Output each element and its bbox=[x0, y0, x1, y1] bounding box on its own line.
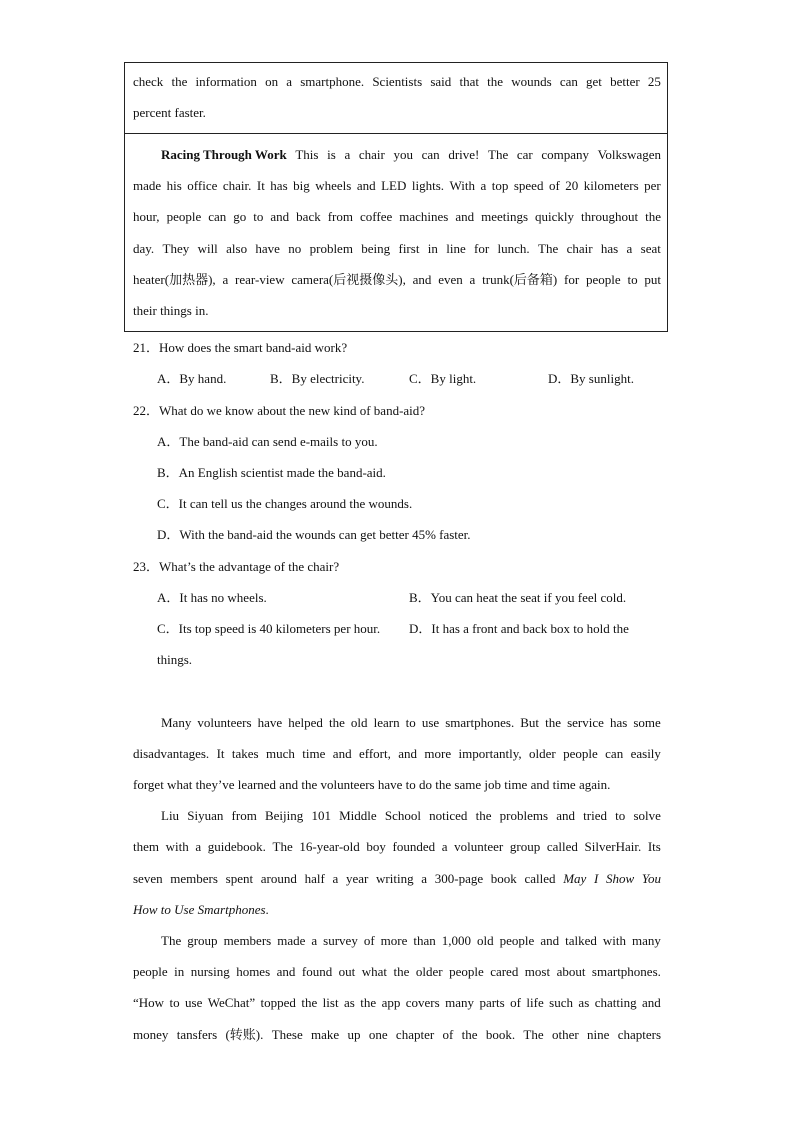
word: a bbox=[344, 147, 351, 162]
word: a bbox=[286, 74, 293, 89]
word: that bbox=[459, 74, 479, 89]
text-line bbox=[133, 1026, 661, 1044]
word: you bbox=[393, 147, 413, 162]
word: effort, bbox=[358, 746, 391, 761]
word: half bbox=[304, 871, 325, 886]
q22-option-c: C．It can tell us the changes around the wounds. bbox=[157, 496, 413, 511]
word: volunteers bbox=[197, 715, 252, 730]
word: put bbox=[644, 272, 661, 287]
word: old bbox=[477, 933, 494, 948]
word: app bbox=[381, 995, 401, 1010]
word: big bbox=[293, 178, 310, 193]
word: of bbox=[363, 933, 375, 948]
word: problems bbox=[499, 808, 549, 823]
period: . bbox=[265, 902, 269, 917]
word: survey bbox=[323, 933, 358, 948]
word: the bbox=[475, 808, 492, 823]
word: chatting bbox=[594, 995, 637, 1010]
word: one bbox=[368, 1027, 388, 1042]
word: and bbox=[455, 209, 475, 224]
word: time bbox=[302, 746, 326, 761]
word: Scientists bbox=[372, 74, 423, 89]
word: line bbox=[446, 241, 466, 256]
word: a bbox=[480, 178, 487, 193]
word: 1,000 bbox=[441, 933, 472, 948]
word: in bbox=[427, 241, 438, 256]
word: older bbox=[415, 964, 443, 979]
q21-option-d: D．By sunlight. bbox=[548, 371, 634, 386]
word: people bbox=[499, 933, 535, 948]
word: will bbox=[197, 241, 218, 256]
text-line bbox=[161, 146, 661, 164]
word: top bbox=[491, 178, 509, 193]
word: The bbox=[161, 933, 182, 948]
word: But bbox=[520, 715, 540, 730]
passage-b-heading: Racing Through Work bbox=[161, 147, 287, 162]
text-line: forget what they’ve learned and the volunteers have to do the same job time and time again. bbox=[133, 777, 611, 792]
text-line bbox=[133, 901, 269, 919]
word: a bbox=[469, 272, 476, 287]
word: homes bbox=[236, 964, 271, 979]
word: Siyuan bbox=[187, 808, 224, 823]
question-23: 23．What’s the advantage of the chair? bbox=[133, 559, 340, 574]
word: as bbox=[578, 995, 590, 1010]
word: kilometers bbox=[583, 178, 639, 193]
word: It bbox=[216, 746, 225, 761]
word: talked bbox=[565, 933, 597, 948]
text-line: percent faster. bbox=[133, 105, 206, 120]
word: meetings bbox=[481, 209, 529, 224]
word: 101 bbox=[311, 808, 331, 823]
word: of bbox=[548, 178, 560, 193]
text-line bbox=[133, 963, 661, 981]
word: of bbox=[510, 995, 521, 1010]
word: seat bbox=[640, 241, 661, 256]
word: for bbox=[564, 272, 580, 287]
word: group bbox=[187, 933, 218, 948]
word: found bbox=[301, 964, 333, 979]
word: as bbox=[343, 995, 355, 1010]
word: has bbox=[600, 241, 619, 256]
word: 20 bbox=[565, 178, 579, 193]
word: the bbox=[360, 995, 377, 1010]
word: smartphones. bbox=[445, 715, 515, 730]
word: older bbox=[529, 746, 556, 761]
word: topped bbox=[260, 995, 296, 1010]
word: can bbox=[421, 147, 440, 162]
word: the bbox=[645, 209, 661, 224]
word: have bbox=[255, 241, 280, 256]
word: the bbox=[545, 715, 562, 730]
word: service bbox=[567, 715, 604, 730]
word: in bbox=[174, 964, 185, 979]
word: book. bbox=[485, 1027, 516, 1042]
word: being bbox=[361, 241, 391, 256]
word: money bbox=[133, 1027, 169, 1042]
word: of bbox=[442, 1027, 454, 1042]
word: problem bbox=[309, 241, 353, 256]
word: people bbox=[166, 209, 202, 224]
word: WeChat” bbox=[207, 995, 256, 1010]
word: hour, bbox=[133, 209, 160, 224]
word: School bbox=[384, 808, 421, 823]
word: a bbox=[311, 933, 318, 948]
word: chapters bbox=[617, 1027, 661, 1042]
word: about bbox=[556, 964, 586, 979]
q22-option-a: A．The band-aid can send e-mails to you. bbox=[157, 434, 378, 449]
word: what bbox=[361, 964, 388, 979]
word: and bbox=[556, 808, 575, 823]
word: many bbox=[445, 995, 475, 1010]
word: I bbox=[594, 871, 599, 886]
word: seven bbox=[133, 871, 163, 886]
word: use bbox=[421, 715, 440, 730]
word: nursing bbox=[190, 964, 230, 979]
word: company bbox=[541, 147, 590, 162]
word: tried bbox=[583, 808, 607, 823]
word: go bbox=[233, 209, 247, 224]
word: from bbox=[327, 209, 353, 224]
word: much bbox=[266, 746, 295, 761]
word: the bbox=[461, 1027, 478, 1042]
q23-option-b: B．You can heat the seat if you feel cold. bbox=[409, 590, 627, 605]
word: “How bbox=[133, 995, 165, 1010]
word: the bbox=[171, 74, 188, 89]
word: the bbox=[487, 74, 504, 89]
word: The bbox=[523, 1027, 544, 1042]
word: the bbox=[301, 995, 318, 1010]
word: and bbox=[276, 964, 296, 979]
word: to bbox=[615, 808, 626, 823]
text-line bbox=[133, 271, 661, 289]
word: camera(后视摄像头), bbox=[291, 272, 406, 287]
word: the bbox=[393, 964, 410, 979]
word: cared bbox=[490, 964, 519, 979]
word: members bbox=[223, 933, 272, 948]
word: from bbox=[231, 808, 257, 823]
word: It bbox=[256, 178, 265, 193]
word: quickly bbox=[535, 209, 575, 224]
word: to bbox=[627, 272, 638, 287]
word: around bbox=[260, 871, 297, 886]
word: The bbox=[272, 839, 293, 854]
word: and bbox=[332, 746, 352, 761]
word: life bbox=[526, 995, 544, 1010]
word: rear-view bbox=[235, 272, 285, 287]
word: noticed bbox=[429, 808, 468, 823]
word: with bbox=[602, 933, 626, 948]
word: 25 bbox=[647, 74, 661, 89]
word: day. bbox=[133, 241, 155, 256]
word: easily bbox=[630, 746, 661, 761]
word: spent bbox=[225, 871, 254, 886]
word: You bbox=[641, 871, 661, 886]
q21-option-c: C．By light. bbox=[409, 371, 477, 386]
word: back bbox=[296, 209, 321, 224]
q23-option-d-continued: things. bbox=[157, 652, 193, 667]
q23-option-a: A．It has no wheels. bbox=[157, 590, 267, 605]
text-line bbox=[133, 745, 661, 763]
word: nine bbox=[586, 1027, 610, 1042]
text-line bbox=[133, 177, 661, 195]
word: a bbox=[195, 839, 202, 854]
word: no bbox=[288, 241, 302, 256]
word: can bbox=[605, 746, 624, 761]
word: and bbox=[398, 746, 418, 761]
word: 16-year-old bbox=[299, 839, 360, 854]
word: office bbox=[187, 178, 218, 193]
word: smartphones. bbox=[591, 964, 661, 979]
word: a bbox=[332, 871, 339, 886]
word: wheels bbox=[315, 178, 352, 193]
word: with bbox=[165, 839, 189, 854]
word: some bbox=[633, 715, 661, 730]
word: covers bbox=[405, 995, 440, 1010]
word: year bbox=[345, 871, 369, 886]
word: more bbox=[380, 933, 408, 948]
word: and bbox=[540, 933, 560, 948]
word: a bbox=[441, 839, 448, 854]
word: speed bbox=[513, 178, 544, 193]
word: LED bbox=[381, 178, 407, 193]
word: These bbox=[271, 1027, 303, 1042]
word: and bbox=[356, 178, 376, 193]
word: better bbox=[610, 74, 640, 89]
word: throughout bbox=[581, 209, 639, 224]
word: tansfers bbox=[176, 1027, 218, 1042]
text-line bbox=[133, 240, 661, 258]
word: people bbox=[133, 964, 168, 979]
q21-option-b: B．By electricity. bbox=[270, 371, 365, 386]
word: have bbox=[257, 715, 283, 730]
word: can bbox=[559, 74, 578, 89]
text-line bbox=[161, 932, 661, 950]
word: wounds bbox=[511, 74, 552, 89]
word: With bbox=[449, 178, 475, 193]
word: takes bbox=[231, 746, 259, 761]
word: check bbox=[133, 74, 164, 89]
word: his bbox=[166, 178, 182, 193]
word: May bbox=[563, 871, 587, 886]
word: learn bbox=[373, 715, 400, 730]
word: use bbox=[185, 995, 203, 1010]
text-line bbox=[133, 208, 661, 226]
word: smartphone. bbox=[300, 74, 365, 89]
word: on bbox=[265, 74, 279, 89]
word: Liu bbox=[161, 808, 180, 823]
word: a bbox=[222, 272, 229, 287]
word: to bbox=[253, 209, 264, 224]
word: machines bbox=[399, 209, 449, 224]
word: The bbox=[538, 241, 559, 256]
text-line bbox=[133, 994, 661, 1012]
word: 300-page bbox=[434, 871, 484, 886]
word: They bbox=[162, 241, 190, 256]
word: such bbox=[549, 995, 573, 1010]
word: up bbox=[347, 1027, 361, 1042]
book-title: How to Use Smartphones bbox=[133, 902, 266, 917]
text-line bbox=[133, 870, 661, 888]
word: (转账). bbox=[225, 1027, 264, 1042]
word: This bbox=[295, 147, 319, 162]
word: a bbox=[626, 241, 633, 256]
word: volunteer bbox=[454, 839, 504, 854]
word: drive! bbox=[448, 147, 480, 162]
q23-option-c: C．Its top speed is 40 kilometers per hour. bbox=[157, 621, 381, 636]
word: guidebook. bbox=[207, 839, 266, 854]
word: parts bbox=[479, 995, 505, 1010]
question-22: 22．What do we know about the new kind of band-aid? bbox=[133, 403, 426, 418]
word: chair bbox=[358, 147, 385, 162]
word: group bbox=[509, 839, 541, 854]
word: trunk(后备箱) bbox=[482, 272, 558, 287]
word: to bbox=[405, 715, 416, 730]
word: other bbox=[551, 1027, 579, 1042]
word: boy bbox=[366, 839, 386, 854]
text-line: their things in. bbox=[133, 303, 209, 318]
text-line bbox=[133, 73, 661, 91]
word: lights. bbox=[411, 178, 445, 193]
word: founded bbox=[392, 839, 436, 854]
word: than bbox=[413, 933, 436, 948]
word: and bbox=[270, 209, 290, 224]
word: most bbox=[524, 964, 551, 979]
word: Middle bbox=[339, 808, 377, 823]
word: first bbox=[398, 241, 420, 256]
word: also bbox=[226, 241, 248, 256]
word: helped bbox=[288, 715, 323, 730]
word: called bbox=[524, 871, 556, 886]
word: make bbox=[311, 1027, 340, 1042]
word: many bbox=[631, 933, 661, 948]
text-line bbox=[161, 714, 661, 732]
word: Show bbox=[606, 871, 635, 886]
word: Volkswagen bbox=[597, 147, 661, 162]
word: called bbox=[546, 839, 578, 854]
word: can bbox=[208, 209, 227, 224]
word: get bbox=[586, 74, 602, 89]
word: people bbox=[586, 272, 621, 287]
word: people bbox=[563, 746, 598, 761]
word: Its bbox=[647, 839, 661, 854]
word: more bbox=[424, 746, 452, 761]
word: even bbox=[438, 272, 463, 287]
word: Beijing bbox=[264, 808, 304, 823]
word: importantly, bbox=[458, 746, 522, 761]
word: information bbox=[195, 74, 257, 89]
word: them bbox=[133, 839, 159, 854]
word: a bbox=[421, 871, 428, 886]
word: and bbox=[412, 272, 432, 287]
q21-option-a: A．By hand. bbox=[157, 371, 227, 386]
word: book bbox=[490, 871, 517, 886]
word: has bbox=[609, 715, 628, 730]
q22-option-b: B．An English scientist made the band-aid. bbox=[157, 465, 386, 480]
word: SilverHair. bbox=[584, 839, 642, 854]
word: The bbox=[488, 147, 509, 162]
word: said bbox=[430, 74, 452, 89]
word: chapter bbox=[395, 1027, 435, 1042]
word: lunch. bbox=[497, 241, 530, 256]
text-line bbox=[161, 807, 661, 825]
word: per bbox=[644, 178, 661, 193]
word: to bbox=[169, 995, 180, 1010]
word: disadvantages. bbox=[133, 746, 210, 761]
word: solve bbox=[633, 808, 661, 823]
word: car bbox=[516, 147, 533, 162]
word: heater(加热器), bbox=[133, 272, 216, 287]
word: Many bbox=[161, 715, 192, 730]
word: for bbox=[474, 241, 490, 256]
q23-option-d: D．It has a front and back box to hold the bbox=[409, 621, 629, 636]
q22-option-d: D．With the band-aid the wounds can get better 45% faster. bbox=[157, 527, 471, 542]
word: has bbox=[270, 178, 288, 193]
word: the bbox=[328, 715, 345, 730]
word: and bbox=[642, 995, 661, 1010]
word: list bbox=[322, 995, 339, 1010]
word: is bbox=[327, 147, 336, 162]
text-line bbox=[133, 838, 661, 856]
word: chair bbox=[566, 241, 593, 256]
word: out bbox=[338, 964, 356, 979]
word: members bbox=[170, 871, 218, 886]
word: old bbox=[350, 715, 368, 730]
word: made bbox=[277, 933, 306, 948]
word: chair. bbox=[222, 178, 252, 193]
word: writing bbox=[376, 871, 414, 886]
word: people bbox=[449, 964, 484, 979]
question-21: 21．How does the smart band-aid work? bbox=[133, 340, 348, 355]
word: made bbox=[133, 178, 162, 193]
word: coffee bbox=[360, 209, 393, 224]
